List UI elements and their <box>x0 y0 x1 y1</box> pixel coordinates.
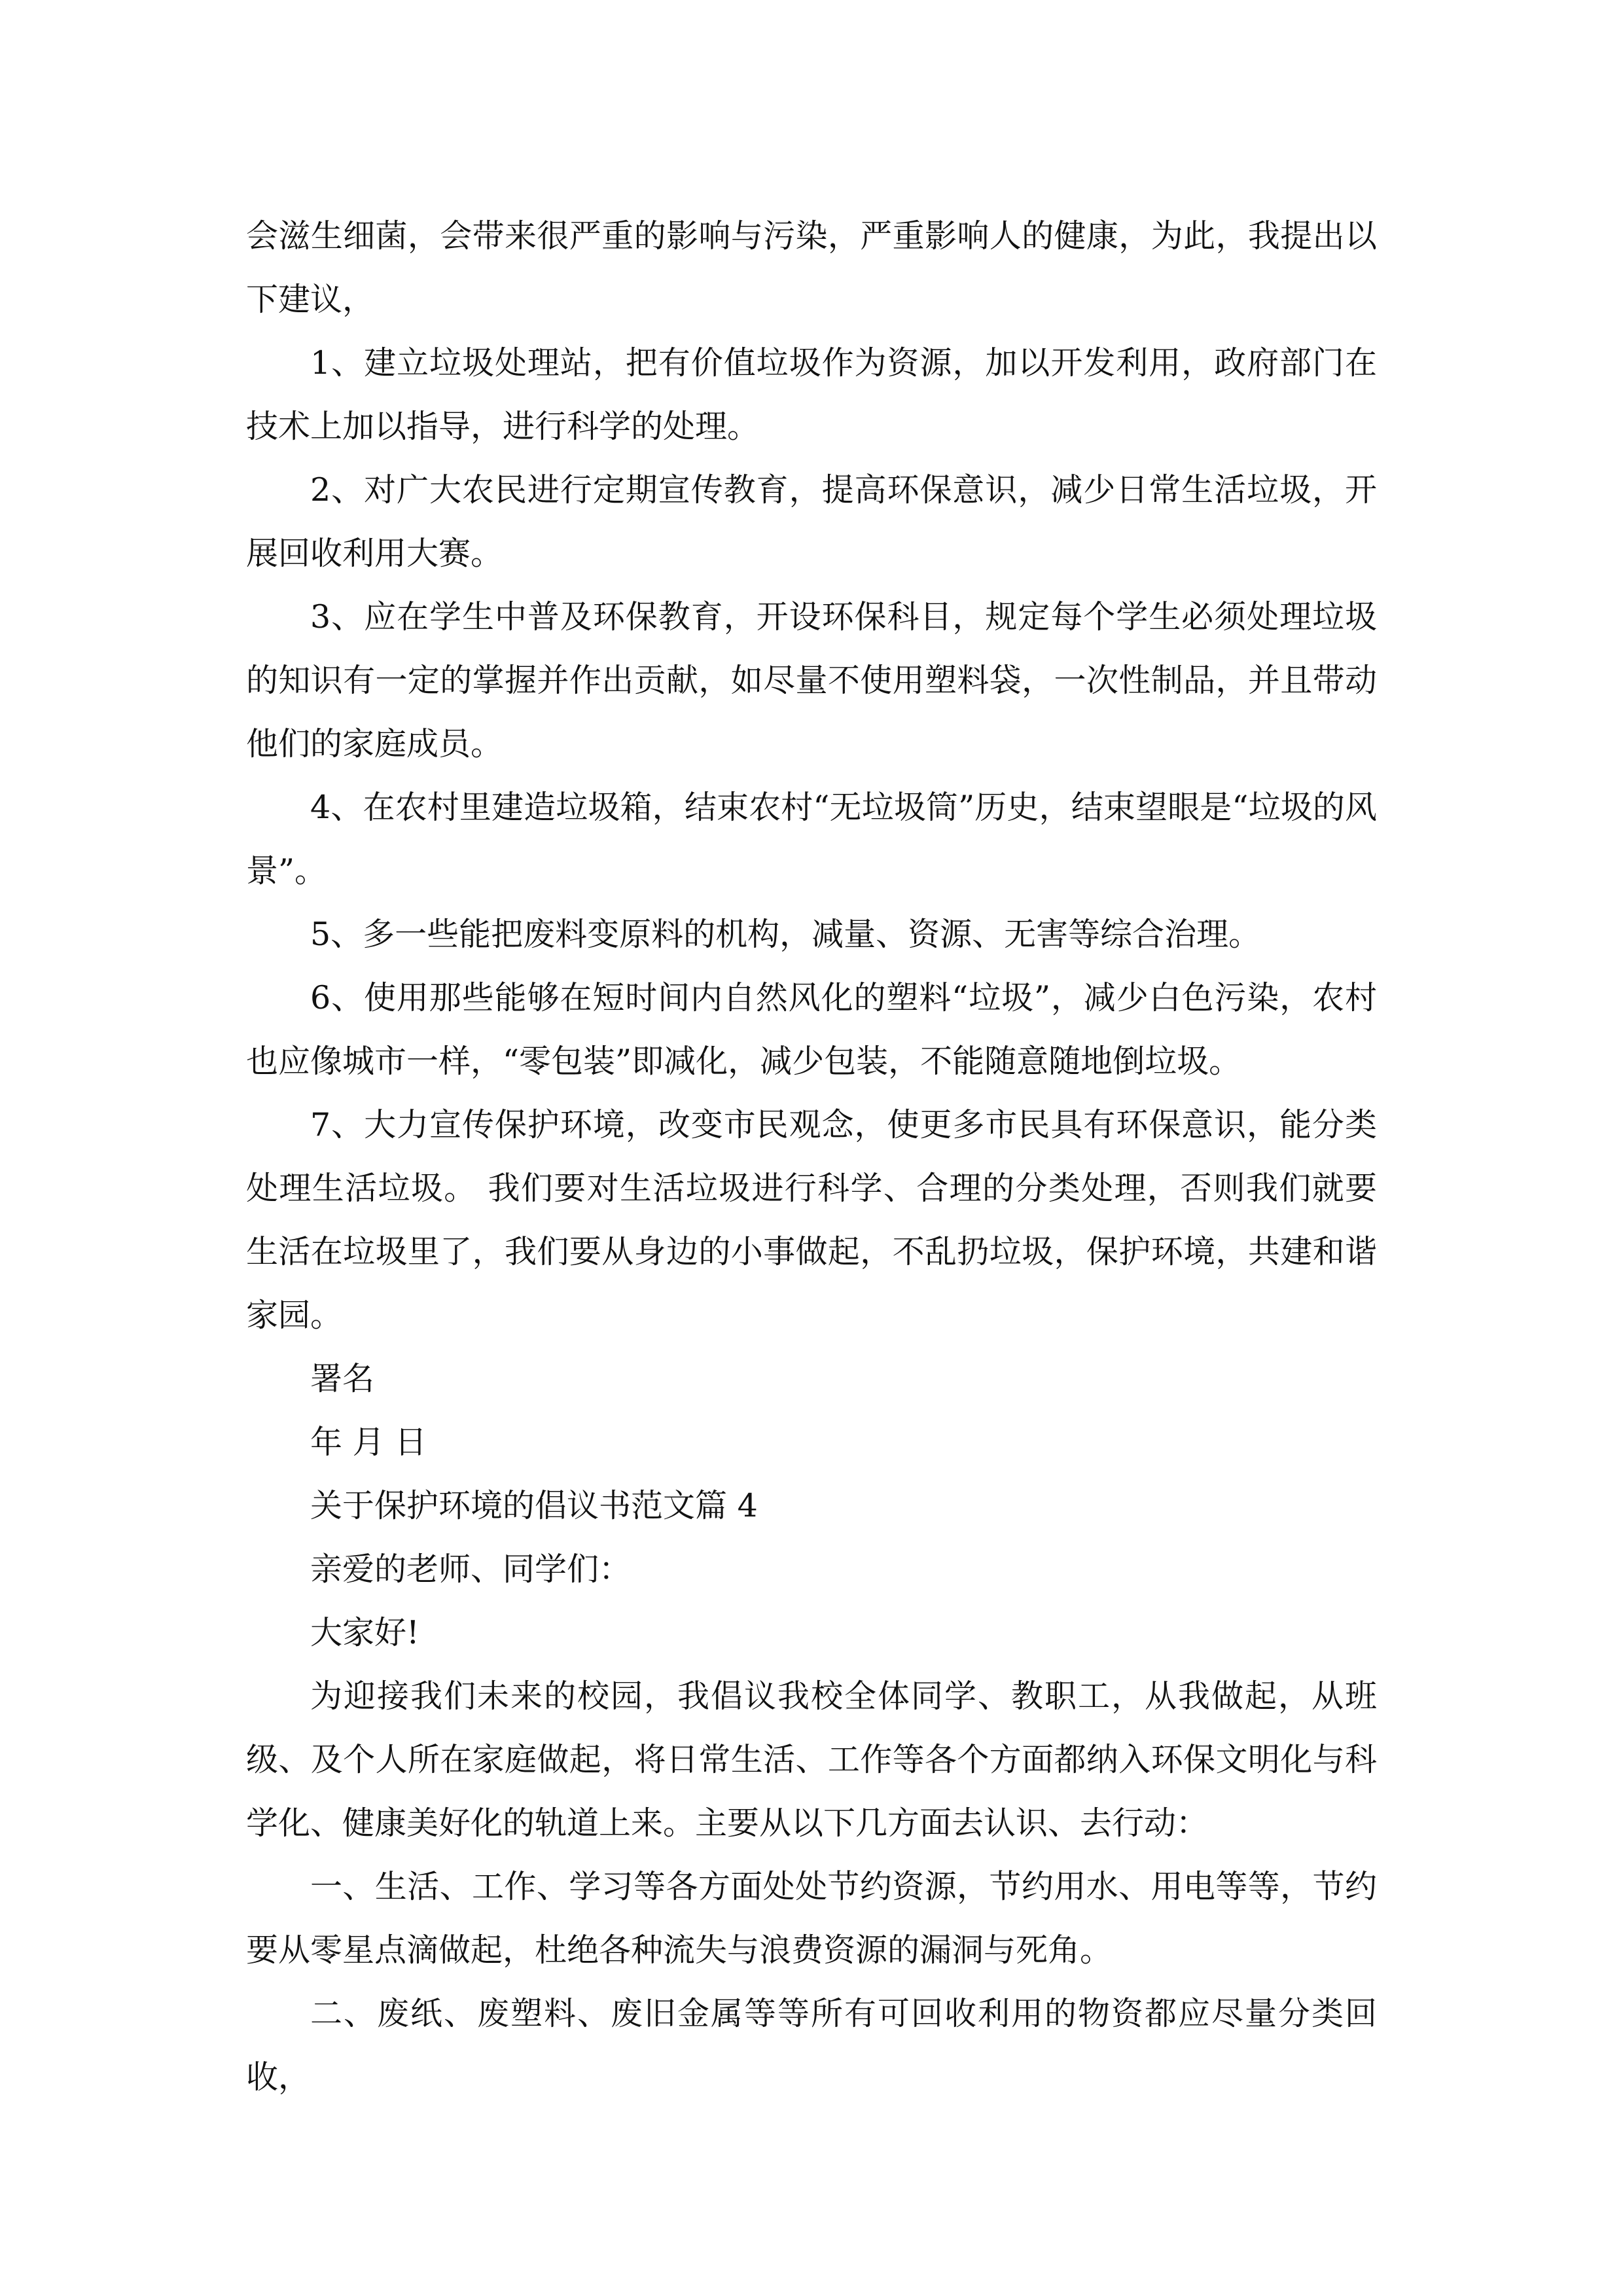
section-title: 关于保护环境的倡议书范文篇 4 <box>310 1487 758 1524</box>
signature-label: 署名 <box>310 1360 375 1397</box>
suggestion-6: 6、使用那些能够在短时间内自然风化的塑料“垃圾”，减少白色污染，农村也应像城市一样，“零包装”即减化，减少包装，不能随意随地倒垃圾。 <box>246 979 1377 1080</box>
action-item-1: 一、生活、工作、学习等各方面处处节约资源，节约用水、用电等等，节约要从零星点滴做起，杜绝各种流失与浪费资源的漏洞与死角。 <box>246 1868 1377 1969</box>
date-line: 年 月 日 <box>310 1424 427 1461</box>
action-item-2: 二、废纸、废塑料、废旧金属等等所有可回收利用的物资都应尽量分类回收， <box>246 1995 1377 2096</box>
body-paragraph-intro: 为迎接我们未来的校园，我倡议我校全体同学、教职工，从我做起，从班级、及个人所在家庭做起，将日常生活、工作等各个方面都纳入环保文明化与科学化、健康美好化的轨道上来。主要从以下几方面去认识、去行动： <box>246 1677 1377 1842</box>
document-page <box>246 204 1377 2109</box>
suggestion-3: 3、应在学生中普及环保教育，开设环保科目，规定每个学生必须处理垃圾的知识有一定的掌握并作出贡献，如尽量不使用塑料袋，一次性制品，并且带动他们的家庭成员。 <box>246 598 1377 762</box>
suggestion-2: 2、对广大农民进行定期宣传教育，提高环保意识，减少日常生活垃圾，开展回收利用大赛。 <box>246 471 1377 572</box>
suggestion-7: 7、大力宣传保护环境，改变市民观念，使更多市民具有环保意识，能分类处理生活垃圾。 我们要对生活垃圾进行科学、合理的分类处理，否则我们就要生活在垃圾里了，我们要从身边的小事做起，不乱扔垃圾，保护环境，共建和谐家园。 <box>246 1106 1377 1334</box>
suggestion-4: 4、在农村里建造垃圾箱，结束农村“无垃圾筒”历史，结束望眼是“垃圾的风景”。 <box>246 789 1377 889</box>
paragraph-intro-continuation: 会滋生细菌，会带来很严重的影响与污染，严重影响人的健康，为此，我提出以下建议， <box>246 217 1377 318</box>
suggestion-1: 1、建立垃圾处理站，把有价值垃圾作为资源，加以开发利用，政府部门在技术上加以指导，进行科学的处理。 <box>246 344 1377 445</box>
salutation: 亲爱的老师、同学们： <box>310 1551 632 1588</box>
greeting: 大家好! <box>310 1614 419 1651</box>
suggestion-5: 5、多一些能把废料变原料的机构，减量、资源、无害等综合治理。 <box>310 916 1261 953</box>
